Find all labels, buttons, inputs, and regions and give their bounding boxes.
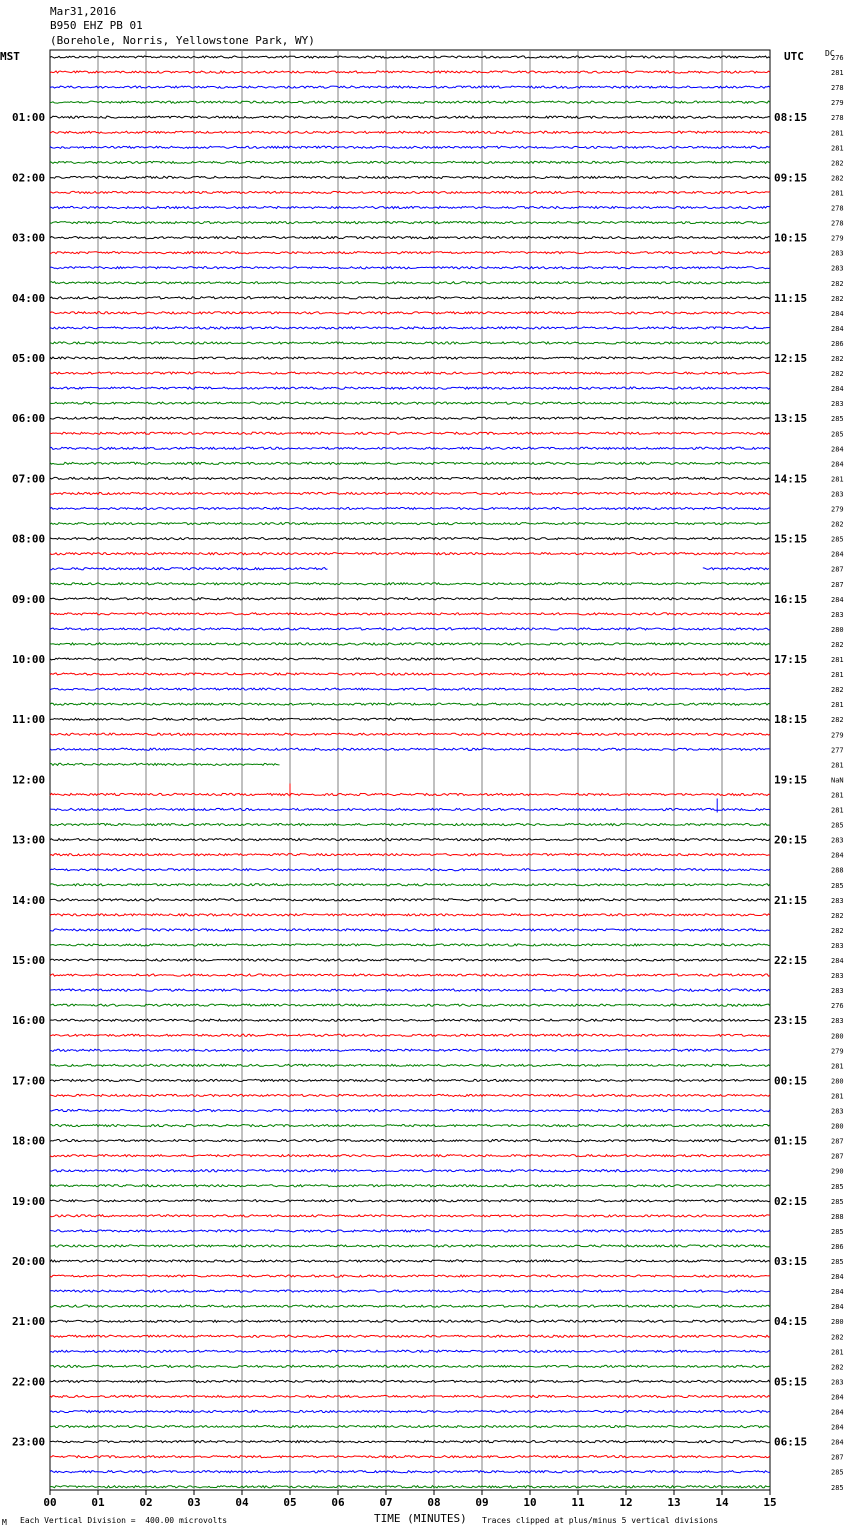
dc-offset-label: 284 — [831, 851, 844, 860]
dc-offset-label: 283 — [831, 1378, 844, 1387]
trace-line — [50, 854, 770, 856]
dc-offset-label: 281 — [831, 806, 844, 815]
trace-line — [50, 176, 770, 178]
trace-line — [50, 793, 770, 795]
trace-line — [50, 523, 770, 525]
trace-line — [50, 824, 770, 826]
x-tick-label: 00 — [43, 1496, 57, 1509]
left-hour-label: 12:00 — [12, 773, 46, 787]
dc-offset-label: 285 — [831, 415, 844, 424]
trace-line — [50, 1486, 770, 1488]
trace-line — [50, 763, 280, 765]
right-hour-label: 23:15 — [774, 1014, 808, 1028]
trace-line — [50, 673, 770, 675]
dc-offset-label: 284 — [831, 460, 844, 469]
trace-line — [50, 131, 770, 133]
dc-offset-label: 285 — [831, 1182, 844, 1191]
trace-line — [50, 101, 770, 103]
trace-line — [50, 1441, 770, 1443]
dc-offset-label: 279 — [831, 1047, 844, 1056]
x-tick-label: 14 — [715, 1496, 729, 1509]
x-tick-label: 06 — [331, 1496, 345, 1509]
right-hour-label: 14:15 — [774, 472, 808, 486]
trace-line — [50, 1200, 770, 1202]
dc-offset-label: 279 — [831, 99, 844, 108]
right-hour-label: 01:15 — [774, 1134, 808, 1148]
trace-line — [50, 974, 770, 976]
trace-line — [50, 1350, 770, 1352]
dc-offset-label: 281 — [831, 69, 844, 78]
dc-offset-label: 288 — [831, 866, 844, 875]
dc-offset-label: 282 — [831, 370, 844, 379]
dc-offset-label: 283 — [831, 1017, 844, 1026]
dc-offset-label: 282 — [831, 926, 844, 935]
left-hour-label: 08:00 — [12, 532, 46, 546]
right-hour-label: 08:15 — [774, 111, 808, 125]
dc-offset-label: 281 — [831, 129, 844, 138]
trace-line — [50, 462, 770, 464]
dc-offset-label: 282 — [831, 159, 844, 168]
dc-offset-label: 283 — [831, 972, 844, 981]
dc-offset-label: 282 — [831, 520, 844, 529]
trace-line — [50, 116, 770, 118]
right-hour-label: 10:15 — [774, 231, 808, 245]
dc-offset-label: 283 — [831, 610, 844, 619]
dc-offset-label: 284 — [831, 550, 844, 559]
dc-offset-label: 282 — [831, 1363, 844, 1372]
trace-line — [50, 1320, 770, 1322]
trace-line — [50, 86, 770, 88]
trace-line — [50, 222, 770, 224]
trace-line — [50, 1094, 770, 1096]
left-hour-label: 21:00 — [12, 1315, 46, 1329]
trace-line — [50, 267, 770, 269]
trace-line — [50, 161, 770, 163]
dc-offset-label: 276 — [831, 1002, 844, 1011]
trace-line — [50, 191, 770, 193]
plot-frame — [50, 50, 770, 1490]
dc-offset-label: 282 — [831, 1333, 844, 1342]
dc-offset-label: 279 — [831, 505, 844, 514]
right-hour-label: 00:15 — [774, 1074, 808, 1088]
dc-offset-label: 285 — [831, 1258, 844, 1266]
dc-offset-label: 282 — [831, 174, 844, 183]
dc-offset-label: 283 — [831, 400, 844, 409]
trace-line — [50, 538, 770, 540]
left-hour-label: 05:00 — [12, 352, 46, 365]
dc-offset-label: 283 — [831, 1107, 844, 1116]
trace-line — [50, 432, 770, 434]
dc-offset-label: 285 — [831, 881, 844, 890]
dc-offset-label: 281 — [831, 701, 844, 710]
x-tick-label: 11 — [571, 1496, 585, 1509]
dc-offset-label: 283 — [831, 987, 844, 996]
trace-line — [50, 929, 770, 931]
dc-column-header: DC — [825, 49, 835, 58]
dc-offset-label: 284 — [831, 1288, 844, 1297]
trace-line — [50, 1019, 770, 1021]
trace-line — [50, 417, 770, 419]
trace-line — [50, 1170, 770, 1172]
trace-line — [50, 1140, 770, 1142]
left-hour-label: 10:00 — [12, 653, 46, 666]
trace-line — [50, 718, 770, 720]
trace-line — [50, 1305, 770, 1307]
dc-offset-label: 281 — [831, 656, 844, 664]
trace-line — [50, 297, 770, 299]
trace-line — [50, 312, 770, 314]
trace-line — [50, 1290, 770, 1292]
trace-line — [50, 342, 770, 344]
trace-line — [50, 628, 770, 630]
trace-line — [50, 1215, 770, 1217]
dc-offset-label: 281 — [831, 144, 844, 153]
dc-offset-label: 284 — [831, 957, 844, 965]
scale-note: Each Vertical Division = 400.00 microvolts — [20, 1516, 228, 1525]
dc-offset-label: 284 — [831, 1408, 844, 1417]
trace-line — [50, 1155, 770, 1157]
corner-mark: M — [2, 1518, 7, 1527]
x-tick-label: 05 — [283, 1496, 297, 1509]
trace-line — [50, 1426, 770, 1428]
trace-line — [50, 387, 770, 389]
trace-line — [50, 1230, 770, 1232]
dc-offset-label: 279 — [831, 731, 844, 740]
left-hour-label: 11:00 — [12, 713, 46, 727]
left-hour-label: 13:00 — [12, 833, 46, 847]
chart-title-station: B950 EHZ PB 01 — [50, 19, 143, 32]
trace-line — [50, 1004, 770, 1006]
dc-offset-label: 280 — [831, 1032, 844, 1041]
dc-offset-label: 290 — [831, 1167, 844, 1176]
trace-line — [50, 1365, 770, 1367]
dc-offset-label: 276 — [831, 54, 844, 62]
trace-line — [50, 914, 770, 916]
dc-offset-label: 284 — [831, 595, 844, 604]
x-tick-label: 13 — [667, 1496, 681, 1509]
dc-offset-label: 286 — [831, 1242, 844, 1251]
dc-offset-label: 281 — [831, 1348, 844, 1357]
dc-offset-label: 287 — [831, 1137, 844, 1146]
dc-offset-label: 278 — [831, 84, 844, 93]
trace-line — [50, 944, 770, 946]
dc-offset-label: 284 — [831, 1303, 844, 1312]
left-hour-label: 14:00 — [12, 893, 46, 907]
trace-line — [50, 1275, 770, 1277]
trace-line — [50, 1410, 770, 1412]
dc-offset-label: 281 — [831, 475, 844, 484]
dc-offset-label: 280 — [831, 1318, 844, 1327]
trace-line — [50, 357, 770, 359]
trace-line — [50, 447, 770, 449]
dc-offset-label: 282 — [831, 716, 844, 725]
dc-offset-label: 284 — [831, 1438, 844, 1447]
dc-offset-label: 282 — [831, 355, 844, 363]
dc-offset-label: 283 — [831, 896, 844, 905]
dc-offset-label: 287 — [831, 1152, 844, 1161]
x-tick-label: 04 — [235, 1496, 249, 1509]
dc-offset-label: 281 — [831, 189, 844, 198]
right-hour-label: 11:15 — [774, 291, 808, 305]
trace-line — [50, 1260, 770, 1262]
x-tick-label: 15 — [763, 1496, 777, 1509]
dc-offset-label: 279 — [831, 234, 844, 243]
x-tick-label: 12 — [619, 1496, 633, 1509]
dc-offset-label: 284 — [831, 1393, 844, 1402]
trace-line — [703, 568, 769, 570]
dc-offset-label: 283 — [831, 249, 844, 258]
x-tick-label: 10 — [523, 1496, 537, 1509]
x-tick-label: 08 — [427, 1496, 441, 1509]
left-hour-label: 20:00 — [12, 1255, 46, 1268]
trace-line — [50, 56, 770, 58]
dc-offset-label: 281 — [831, 1092, 844, 1101]
dc-offset-label: 283 — [831, 941, 844, 950]
dc-offset-label: 280 — [831, 625, 844, 634]
trace-line — [50, 643, 770, 645]
trace-line — [50, 237, 770, 239]
trace-line — [50, 553, 770, 555]
dc-offset-label: 285 — [831, 430, 844, 439]
trace-line — [50, 703, 770, 705]
dc-offset-label: 285 — [831, 1197, 844, 1206]
dc-offset-label: 281 — [831, 1062, 844, 1071]
dc-offset-label: 278 — [831, 114, 844, 123]
dc-offset-label: 288 — [831, 1212, 844, 1221]
dc-offset-label: 284 — [831, 324, 844, 333]
left-hour-label: 16:00 — [12, 1014, 46, 1028]
right-hour-label: 20:15 — [774, 833, 808, 847]
x-axis-title: TIME (MINUTES) — [374, 1512, 467, 1525]
trace-line — [50, 402, 770, 404]
trace-line — [50, 372, 770, 374]
x-tick-label: 03 — [187, 1496, 201, 1509]
trace-line — [50, 688, 770, 690]
trace-line — [50, 808, 770, 810]
dc-offset-label: 281 — [831, 791, 844, 800]
trace-line — [50, 1034, 770, 1036]
dc-offset-label: 287 — [831, 1453, 844, 1462]
left-hour-label: 18:00 — [12, 1134, 46, 1148]
trace-line — [50, 1109, 770, 1111]
left-hour-label: 19:00 — [12, 1194, 46, 1208]
trace-line — [50, 507, 770, 509]
dc-offset-label: 278 — [831, 204, 844, 213]
right-hour-label: 18:15 — [774, 713, 808, 727]
right-hour-label: 15:15 — [774, 532, 808, 546]
right-hour-label: 21:15 — [774, 893, 808, 907]
dc-offset-label: 277 — [831, 746, 844, 755]
left-hour-label: 01:00 — [12, 111, 46, 125]
trace-line — [50, 899, 770, 901]
left-hour-label: 09:00 — [12, 592, 46, 606]
trace-line — [50, 1395, 770, 1397]
trace-line — [50, 959, 770, 961]
trace-line — [50, 1125, 770, 1127]
trace-line — [50, 1335, 770, 1337]
trace-line — [50, 1064, 770, 1066]
dc-offset-label: 281 — [831, 671, 844, 680]
chart-title-location: (Borehole, Norris, Yellowstone Park, WY) — [50, 34, 315, 47]
left-hour-label: 17:00 — [12, 1074, 46, 1088]
dc-offset-label: 283 — [831, 490, 844, 499]
right-hour-label: 13:15 — [774, 412, 808, 426]
right-hour-label: 05:15 — [774, 1375, 808, 1389]
left-timezone-label: MST — [0, 50, 20, 63]
trace-line — [50, 733, 770, 735]
trace-line — [50, 1456, 770, 1458]
dc-offset-label: 283 — [831, 836, 844, 845]
dc-offset-label: 287 — [831, 580, 844, 589]
x-tick-label: 09 — [475, 1496, 489, 1509]
dc-offset-label: 284 — [831, 385, 844, 394]
right-hour-label: 16:15 — [774, 592, 808, 606]
left-hour-label: 22:00 — [12, 1375, 46, 1389]
dc-offset-label: 282 — [831, 686, 844, 695]
dc-offset-label: 285 — [831, 821, 844, 830]
left-hour-label: 23:00 — [12, 1435, 46, 1449]
dc-offset-label: 285 — [831, 1483, 844, 1492]
trace-line — [50, 748, 770, 750]
x-tick-label: 01 — [91, 1496, 105, 1509]
dc-offset-label: 287 — [831, 565, 844, 574]
dc-offset-label: 280 — [831, 1077, 844, 1086]
dc-offset-label: 282 — [831, 279, 844, 288]
trace-line — [50, 206, 770, 208]
right-hour-label: 09:15 — [774, 171, 808, 185]
dc-offset-label: 285 — [831, 1468, 844, 1477]
dc-offset-label: 280 — [831, 1122, 844, 1131]
trace-line — [50, 1245, 770, 1247]
dc-offset-label: 284 — [831, 1273, 844, 1282]
trace-line — [50, 327, 770, 329]
dc-offset-label: 284 — [831, 445, 844, 454]
clip-note: Traces clipped at plus/minus 5 vertical divisions — [482, 1516, 719, 1525]
trace-line — [50, 1185, 770, 1187]
right-hour-label: 03:15 — [774, 1255, 808, 1268]
trace-line — [50, 568, 328, 570]
left-hour-label: 15:00 — [12, 954, 46, 967]
dc-offset-label: 285 — [831, 535, 844, 544]
dc-offset-label: 283 — [831, 264, 844, 273]
trace-line — [50, 71, 770, 73]
dc-offset-label: 278 — [831, 219, 844, 228]
left-hour-label: 03:00 — [12, 231, 46, 245]
dc-offset-label: 286 — [831, 339, 844, 348]
trace-line — [50, 477, 770, 479]
left-hour-label: 02:00 — [12, 171, 46, 185]
right-timezone-label: UTC — [784, 50, 804, 63]
dc-offset-label: 282 — [831, 911, 844, 920]
trace-line — [50, 1471, 770, 1473]
trace-line — [50, 252, 770, 254]
x-tick-label: 07 — [379, 1496, 393, 1509]
dc-offset-label: 284 — [831, 309, 844, 318]
trace-line — [50, 884, 770, 886]
dc-offset-label: 282 — [831, 640, 844, 649]
trace-line — [50, 658, 770, 660]
dc-offset-label: 285 — [831, 1227, 844, 1236]
trace-line — [50, 1049, 770, 1051]
right-hour-label: 04:15 — [774, 1315, 808, 1329]
right-hour-label: 02:15 — [774, 1194, 808, 1208]
left-hour-label: 07:00 — [12, 472, 46, 486]
trace-line — [50, 839, 770, 841]
trace-line — [50, 1079, 770, 1081]
trace-line — [50, 598, 770, 600]
dc-offset-label: NaN — [831, 776, 844, 785]
trace-line — [50, 583, 770, 585]
right-hour-label: 22:15 — [774, 954, 808, 967]
trace-line — [50, 492, 770, 494]
chart-title-date: Mar31,2016 — [50, 5, 117, 18]
trace-line — [50, 989, 770, 991]
dc-offset-label: 284 — [831, 1423, 844, 1432]
left-hour-label: 04:00 — [12, 291, 46, 305]
trace-line — [50, 146, 770, 148]
right-hour-label: 06:15 — [774, 1435, 808, 1449]
trace-line — [50, 282, 770, 284]
trace-line — [50, 1380, 770, 1382]
left-hour-label: 06:00 — [12, 412, 46, 426]
dc-offset-label: 282 — [831, 294, 844, 303]
right-hour-label: 17:15 — [774, 653, 808, 666]
right-hour-label: 12:15 — [774, 352, 808, 365]
dc-offset-label: 281 — [831, 761, 844, 770]
trace-line — [50, 869, 770, 871]
trace-line — [50, 613, 770, 615]
right-hour-label: 19:15 — [774, 773, 808, 787]
x-tick-label: 02 — [139, 1496, 153, 1509]
